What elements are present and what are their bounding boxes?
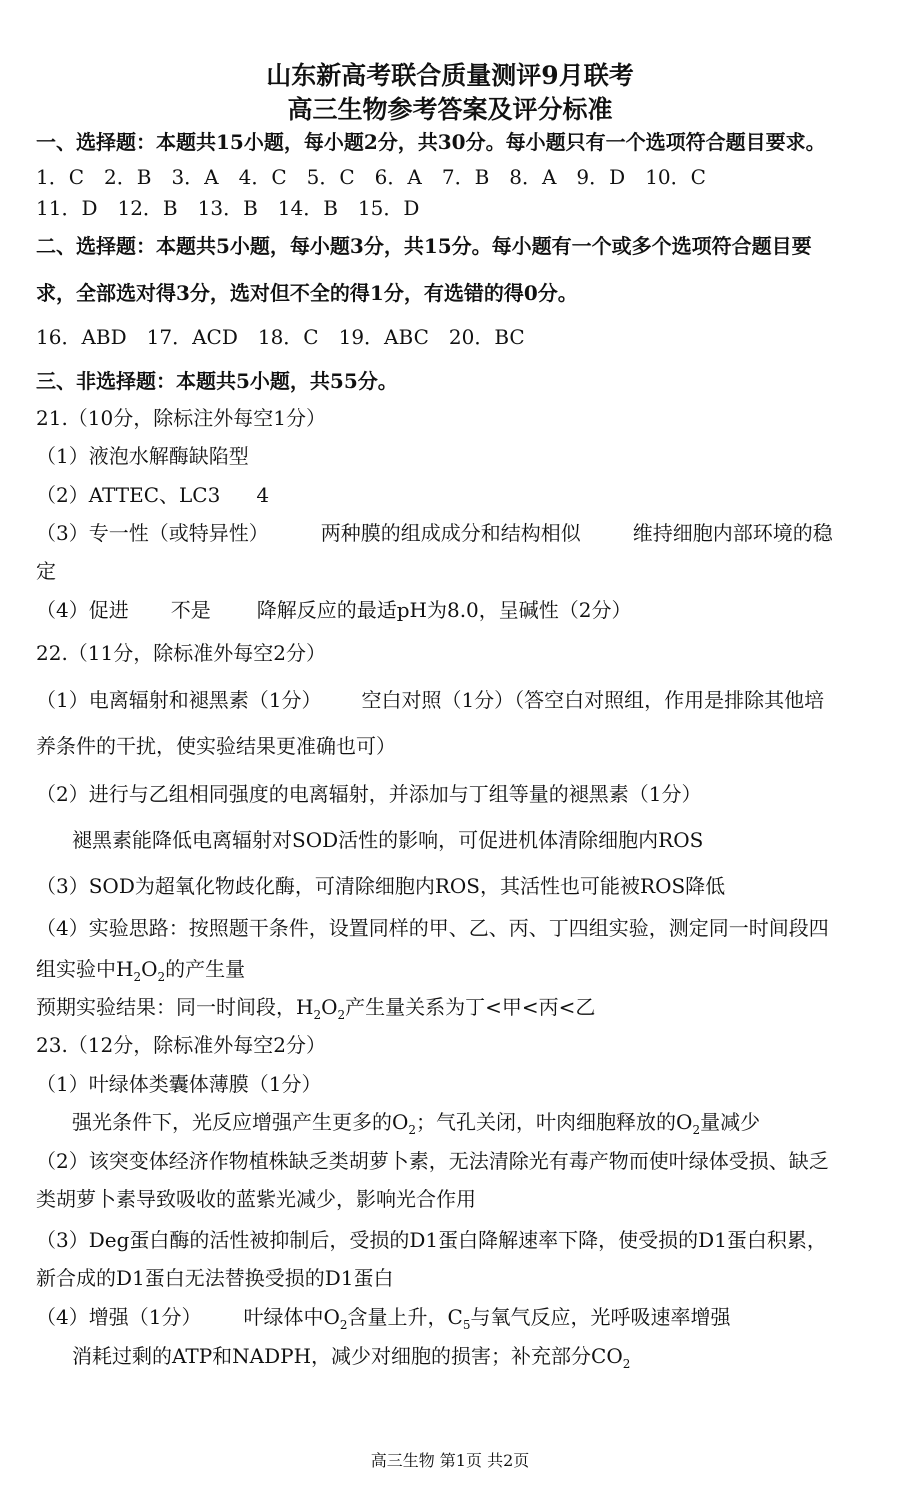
q23-part3-continued: 新合成的D1蛋白无法替换受损的D1蛋白 [36, 1266, 394, 1290]
subscript: 2 [408, 1123, 417, 1137]
subscript: 2 [133, 970, 142, 984]
q22-part1-continued: 养条件的干扰，使实验结果更准确也可） [36, 734, 396, 758]
q21-heading: 21.（10分，除标注外每空1分） [36, 406, 326, 430]
q22-part1-answer-a: （1）电离辐射和褪黑素（1分） [36, 688, 322, 712]
q21-part4-answer-c: 降解反应的最适pH为8.0，呈碱性（2分） [256, 598, 632, 622]
text-run: 消耗过剩的ATP和NADPH，减少对细胞的损害；补充部分CO [72, 1344, 623, 1368]
text-run: 的产生量 [165, 957, 246, 981]
section2-answers: 16．ABD 17．ACD 18．C 19．ABC 20．BC [36, 325, 525, 349]
text-run: 产生量关系为丁<甲<丙<乙 [345, 995, 596, 1019]
text-run: O [141, 957, 158, 981]
q21-part2-answer-b: 4 [256, 483, 270, 507]
text-run: 与氧气反应，光呼吸速率增强 [470, 1305, 731, 1329]
q22-expected-result [36, 993, 595, 1021]
text-run: 含量上升，C [347, 1305, 463, 1329]
doc-title: 山东新高考联合质量测评9月联考 [266, 61, 634, 90]
q21-part1: （1）液泡水解酶缺陷型 [36, 444, 249, 468]
q21-part4 [36, 596, 632, 624]
q21-part2 [36, 481, 269, 509]
section3-heading: 三、非选择题：本题共5小题，共55分。 [36, 369, 398, 393]
subscript: 2 [157, 970, 166, 984]
section2-heading-line1: 二、选择题：本题共5小题，每小题3分，共15分。每小题有一个或多个选项符合题目要 [36, 234, 812, 258]
q23-part4 [36, 1303, 730, 1331]
q23-part2-continued: 类胡萝卜素导致吸收的蓝紫光减少，影响光合作用 [36, 1187, 476, 1211]
subscript: 5 [462, 1318, 471, 1332]
q22-part1 [36, 686, 824, 714]
q22-part2-explanation: 褪黑素能降低电离辐射对SOD活性的影响，可促进机体清除细胞内ROS [72, 828, 704, 852]
q23-part1: （1）叶绿体类囊体薄膜（1分） [36, 1072, 322, 1096]
section1-heading: 一、选择题：本题共15小题，每小题2分，共30分。每小题只有一个选项符合题目要求。 [36, 130, 826, 154]
q21-part3-answer-a: （3）专一性（或特异性） [36, 521, 269, 545]
q23-part1-explanation [72, 1108, 760, 1136]
q22-part1-answer-b: 空白对照（1分）（答空白对照组，作用是排除其他培 [361, 688, 825, 712]
q23-part2: （2）该突变体经济作物植株缺乏类胡萝卜素，无法清除光有毒产物而使叶绿体受损、缺乏 [36, 1149, 829, 1173]
text-run: 量减少 [700, 1110, 761, 1134]
text-run: O [321, 995, 338, 1019]
subscript: 2 [337, 1008, 346, 1022]
q21-part3-continued: 定 [36, 559, 56, 583]
q21-part3-answer-c: 维持细胞内部环境的稳 [632, 521, 833, 545]
q21-part3-answer-b: 两种膜的组成成分和结构相似 [320, 521, 581, 545]
q22-part4-continued [36, 955, 245, 983]
text-run: 组实验中H [36, 957, 134, 981]
text-run: ；气孔关闭，叶肉细胞释放的O [416, 1110, 693, 1134]
q23-part4-explanation [72, 1342, 630, 1370]
q21-part2-answer-a: （2）ATTEC、LC3 [36, 483, 221, 507]
section1-answers-row2: 11．D 12．B 13．B 14．B 15．D [36, 196, 420, 220]
subscript: 2 [622, 1357, 631, 1371]
subscript: 2 [339, 1318, 348, 1332]
section1-answers-row1: 1．C 2．B 3．A 4．C 5．C 6．A 7．B 8．A 9．D 10．C [36, 165, 706, 189]
q22-part4: （4）实验思路：按照题干条件，设置同样的甲、乙、丙、丁四组实验，测定同一时间段四 [36, 916, 829, 940]
text-run: 预期实验结果：同一时间段，H [36, 995, 314, 1019]
text-run: 叶绿体中O [243, 1305, 340, 1329]
q22-part2: （2）进行与乙组相同强度的电离辐射，并添加与丁组等量的褪黑素（1分） [36, 782, 702, 806]
q22-heading: 22.（11分，除标准外每空2分） [36, 641, 326, 665]
page-footer: 高三生物 第1页 共2页 [370, 1451, 530, 1470]
section2-heading-line2: 求，全部选对得3分，选对但不全的得1分，有选错的得0分。 [36, 281, 578, 305]
q21-part3 [36, 519, 833, 547]
doc-subtitle: 高三生物参考答案及评分标准 [287, 95, 613, 124]
q23-part4-answer-a: （4）增强（1分） [36, 1305, 202, 1329]
text-run: 强光条件下，光反应增强产生更多的O [72, 1110, 409, 1134]
q22-part3: （3）SOD为超氧化物歧化酶，可清除细胞内ROS，其活性也可能被ROS降低 [36, 874, 726, 898]
q21-part4-answer-a: （4）促进 [36, 598, 129, 622]
subscript: 2 [313, 1008, 322, 1022]
q23-part3: （3）Deg蛋白酶的活性被抑制后，受损的D1蛋白降解速率下降，使受损的D1蛋白积累， [36, 1228, 827, 1252]
subscript: 2 [692, 1123, 701, 1137]
q21-part4-answer-b: 不是 [170, 598, 211, 622]
q23-heading: 23.（12分，除标准外每空2分） [36, 1033, 326, 1057]
